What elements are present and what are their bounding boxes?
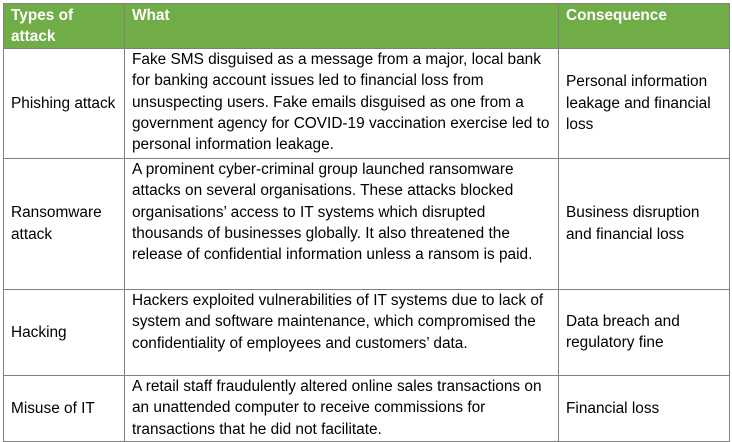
header-row xyxy=(4,4,730,49)
attack-type-cell: Misuse of IT xyxy=(4,375,125,441)
table-row xyxy=(4,48,730,158)
attack-description-cell: A prominent cyber-criminal group launched ransomware attacks on several organisations. These attacks blocked organisations’ access to IT systems which disrupted thousands of businesses globally. It also threatened the release of confidential information unless a ransom is paid. xyxy=(125,158,559,289)
consequence-cell: Personal information leakage and financial loss xyxy=(559,48,730,158)
attack-type-cell: Phishing attack xyxy=(4,48,125,158)
attack-type-cell: Ransomware attack xyxy=(4,158,125,289)
table-row xyxy=(4,289,730,375)
table-row xyxy=(4,375,730,441)
header-consequence: Consequence xyxy=(559,4,730,49)
table-row xyxy=(4,158,730,289)
header-types-of-attack: Types of attack xyxy=(4,4,125,49)
table-header xyxy=(4,4,730,49)
table-body xyxy=(4,48,730,441)
attack-description-cell: Fake SMS disguised as a message from a major, local bank for banking account issues led to financial loss from unsuspecting users. Fake emails disguised as one from a government agency for COVID-19 vaccination exercise led to personal information leakage. xyxy=(125,48,559,158)
consequence-cell: Data breach and regulatory fine xyxy=(559,289,730,375)
consequence-cell: Business disruption and financial loss xyxy=(559,158,730,289)
header-what: What xyxy=(125,4,559,49)
attack-types-table-container xyxy=(3,3,729,442)
attack-type-cell: Hacking xyxy=(4,289,125,375)
attack-types-table xyxy=(3,3,730,442)
attack-description-cell: Hackers exploited vulnerabilities of IT systems due to lack of system and software maintenance, which compromised the confidentiality of employees and customers’ data. xyxy=(125,289,559,375)
attack-description-cell: A retail staff fraudulently altered online sales transactions on an unattended computer to receive commissions for transactions that he did not facilitate. xyxy=(125,375,559,441)
consequence-cell: Financial loss xyxy=(559,375,730,441)
